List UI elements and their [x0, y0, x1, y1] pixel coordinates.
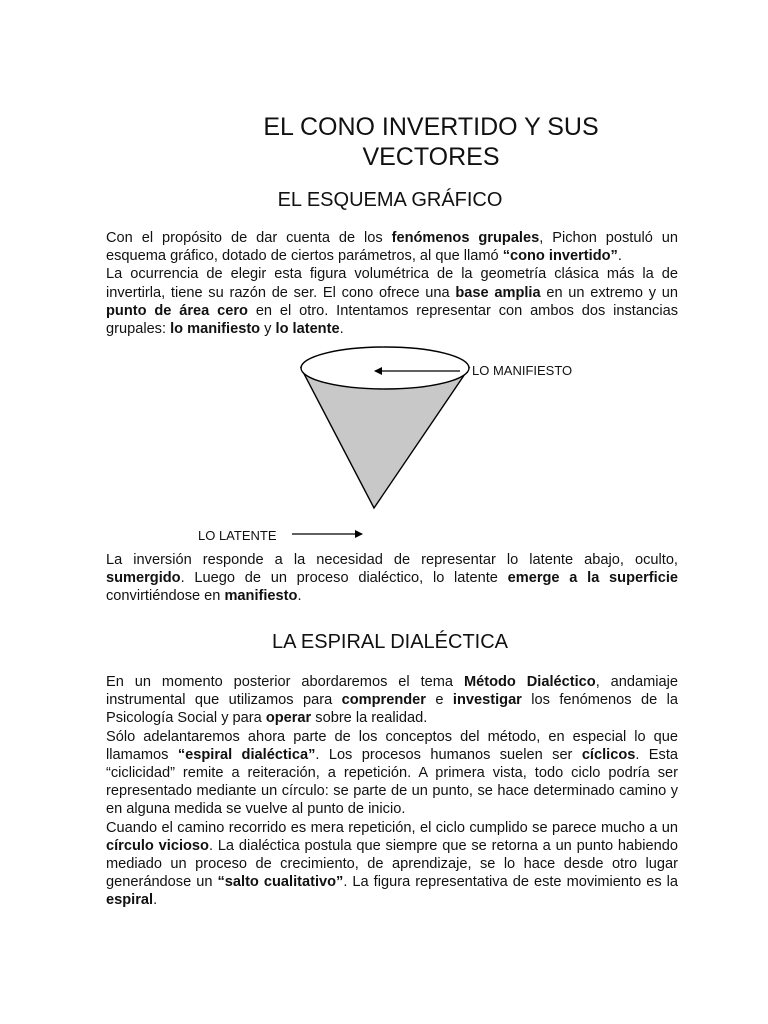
- text-run: los fenómenos de la Psicología Social y para: [106, 692, 679, 727]
- text-run: e: [425, 692, 453, 709]
- bold-text: manifiesto: [224, 588, 298, 605]
- text-run: y: [260, 321, 276, 338]
- text-run: , andamiaje instrumental que utilizamos para: [106, 674, 679, 709]
- text-run: . Esta “ciclicidad” remite a reiteración, a repetición. A primera vista, todo ciclo podría ser representado mediante un círculo: se parte de un punto, se hace determinado camino y en alguna medida se vuelve al punto de inicio.: [106, 746, 678, 818]
- text-run: convirtiéndose en: [106, 588, 225, 605]
- section-heading-espiral: LA ESPIRAL DIALÉCTICA: [272, 631, 509, 653]
- text-run: .: [339, 321, 344, 338]
- text-run: .: [297, 588, 302, 605]
- bold-text: “espiral dialéctica”: [177, 746, 316, 763]
- paragraph-cono: [106, 229, 678, 338]
- text-run: Con el propósito de dar cuenta de los: [106, 230, 392, 246]
- bold-text: operar: [265, 710, 312, 727]
- label-lo-latente: LO LATENTE: [198, 528, 277, 543]
- title-line-2: VECTORES: [362, 143, 500, 171]
- text-run: La inversión responde a la necesidad de representar lo latente abajo, oculto,: [106, 552, 678, 568]
- text-run: . Luego de un proceso dialéctico, lo latente: [180, 570, 508, 587]
- text-run: La ocurrencia de elegir esta figura volumétrica de la geometría clásica más la de invertirla, tiene su razón de ser. El cono ofrece una: [106, 266, 678, 301]
- text-run: sobre la realidad.: [311, 710, 428, 727]
- bold-text: cíclicos: [581, 746, 636, 763]
- text-run: . La figura representativa de este movimiento es la: [343, 874, 678, 891]
- bold-text: emerge a la superficie: [507, 570, 678, 587]
- bold-text: base amplia: [455, 284, 541, 301]
- bold-text: lo manifiesto: [170, 321, 261, 338]
- text-run: En un momento posterior abordaremos el tema: [106, 674, 464, 690]
- bold-text: fenómenos grupales: [391, 230, 540, 246]
- title-line-1: EL CONO INVERTIDO Y SUS: [263, 113, 599, 141]
- paragraph-inversion: [106, 551, 678, 606]
- bold-text: lo latente: [275, 321, 340, 338]
- text-run: Sólo adelantaremos ahora parte de los conceptos del método, en especial lo que llamamos: [106, 728, 678, 763]
- document-title: [230, 112, 632, 172]
- bold-text: Método Dialéctico: [463, 674, 596, 690]
- text-run: . Los procesos humanos suelen ser: [315, 746, 582, 763]
- bold-text: círculo vicioso: [106, 837, 209, 854]
- section-heading-esquema: EL ESQUEMA GRÁFICO: [277, 189, 503, 211]
- bold-text: comprender: [341, 692, 426, 709]
- cone-base-ellipse: [301, 347, 469, 389]
- bold-text: “salto cualitativo”: [217, 874, 344, 891]
- label-lo-manifiesto: LO MANIFIESTO: [472, 363, 573, 378]
- paragraph-espiral: [106, 673, 678, 910]
- bold-text: punto de área cero: [106, 302, 248, 319]
- bold-text: espiral: [106, 892, 154, 909]
- text-run: en el otro. Intentamos representar con ambos dos instancias grupales:: [106, 302, 678, 338]
- text-run: .: [617, 248, 622, 265]
- text-run: Cuando el camino recorrido es mera repetición, el ciclo cumplido se parece mucho a un: [106, 819, 678, 836]
- bold-text: “cono invertido”: [502, 248, 618, 265]
- bold-text: sumergido: [106, 570, 181, 587]
- text-run: , Pichon postuló un esquema gráfico, dotado de ciertos parámetros, al que llamó: [106, 230, 678, 265]
- text-run: .: [153, 892, 158, 909]
- text-run: . La dialéctica postula que siempre que se retorna a un punto habiendo mediado un proceso de crecimiento, de aprendizaje, se lo hace desde otro lugar generándose un: [106, 837, 678, 891]
- text-run: en un extremo y un: [540, 284, 678, 301]
- bold-text: investigar: [452, 692, 522, 709]
